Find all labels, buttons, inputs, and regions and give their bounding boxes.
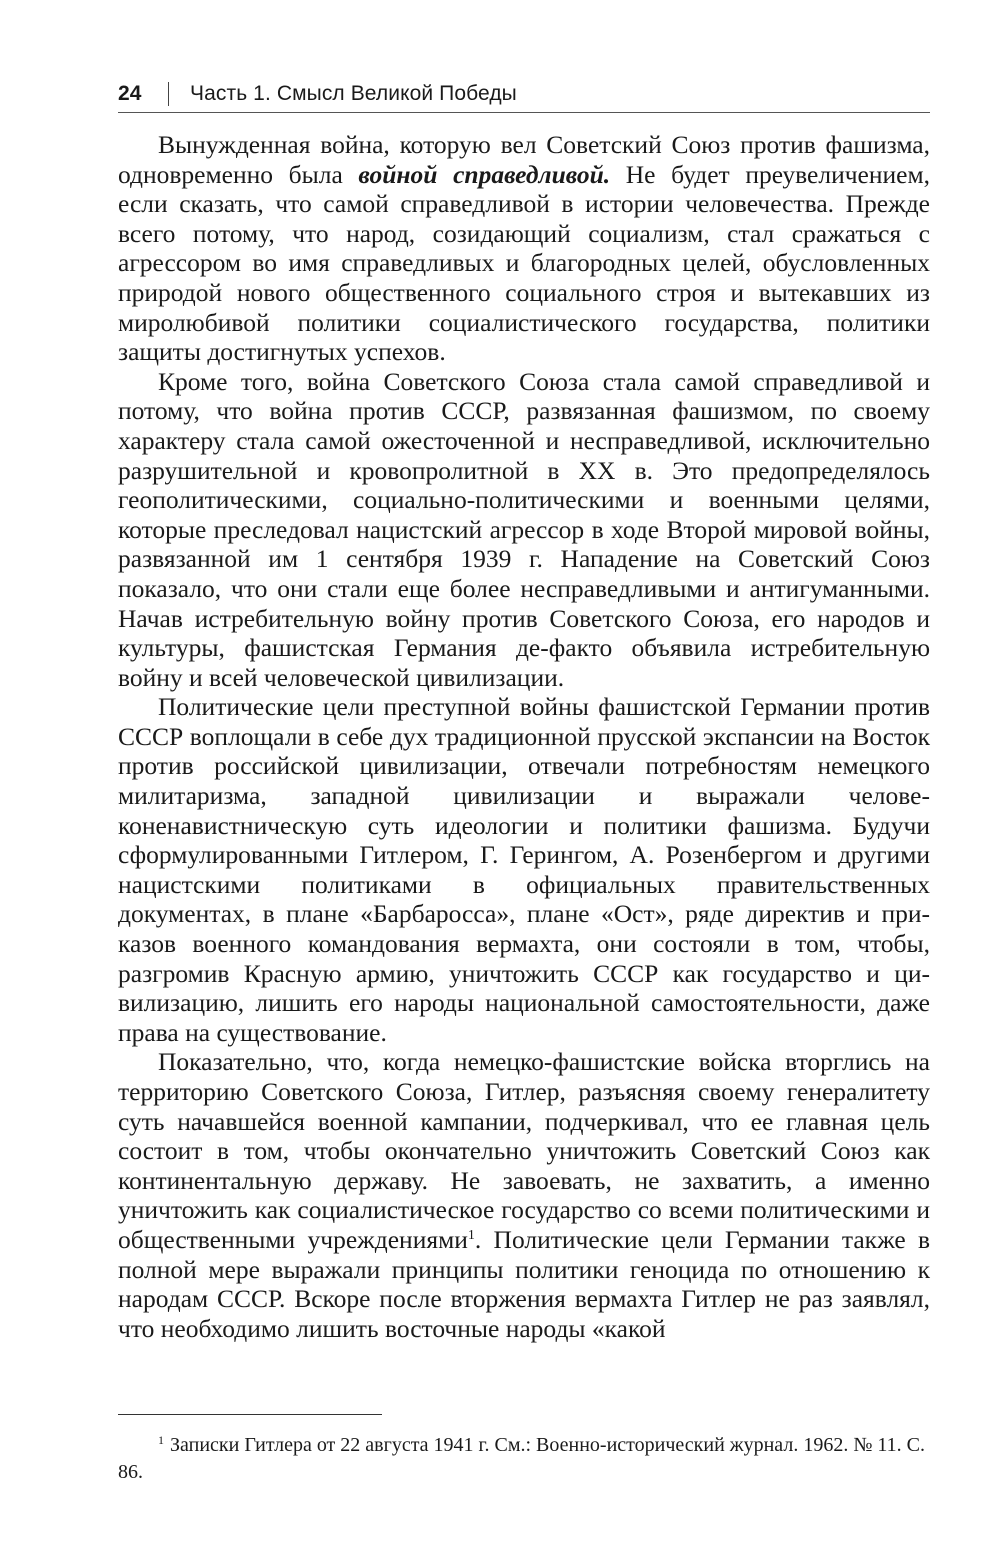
footnote-marker: 1 (158, 1433, 164, 1447)
footnote-separator (118, 1414, 382, 1415)
header-rule (118, 112, 930, 113)
header-separator (168, 82, 169, 106)
running-title: Часть 1. Смысл Великой Победы (190, 82, 517, 105)
emphasis: войной справедливой. (358, 159, 611, 189)
footnote-text: Записки Гитлера от 22 августа 1941 г. См.: Военно-исторический журнал. 1962. № 11. С. 86. (118, 1434, 926, 1483)
page-number: 24 (118, 82, 142, 105)
main-text (118, 130, 930, 1343)
paragraph: Кроме того, война Советского Союза стала самой справедливой и потому, что война против СССР, развязанная фашизмом, по своему характеру стала самой ожесточенной и несправедливой, исключительно разрушительной и кровопролитной в XX в. Это предопределялось геополитическими, социально-политическими и военными целями, которые преследовал нацистский агрессор в ходе Второй мировой войны, развязанной им 1 сентября 1939 г. Нападение на Советский Союз показало, что они стали еще более несправедливыми и антигуманными. Начав истребительную войну против Советского Союза, его народов и культуры, фашистская Германия де-факто объявила истребительную войну и всей человеческой цивилизации. (118, 366, 930, 692)
paragraph: Политические цели преступной войны фашистской Германии против СССР воплощали в себе дух традиционной прусской экспансии на Восток против российской цивилизации, отвечали потребностям немецкого милитаризма, западной цивилизации и выражали человеконенавистническую суть идеологии и политики фашизма. Будучи сформулированными Гитлером, Г. Герингом, А. Розенбергом и другими нацистскими политиками в официальных правительственных документах, в плане «Барбаросса», плане «Ост», ряде директив и приказов военного командования вермахта, они состояли в том, чтобы, разгромив Красную армию, уничтожить СССР как государство и цивилизацию, лишить его народы национальной самостоятельности, даже права на существование. (118, 692, 930, 1047)
footnote-reference[interactable]: 1 (467, 1227, 475, 1243)
running-header (118, 76, 930, 116)
paragraph: Показательно, что, когда немецко-фашистские войска вторглись на территорию Советского Союза, Гитлер, разъясняя своему генералитету суть начавшейся военной кампании, подчеркивал, что ее главная цель состоит в том, чтобы окончательно уничтожить Советский Союз как континентальную державу. Не завоевать, не захватить, а именно уничтожить как социалистическое государство со всеми политическими и общественными учреждениями$^1$. Политические цели Германии также в полной мере выражали принципы политики геноцида по отношению к народам СССР. Вскоре после вторжения вермахта Гитлер не раз заявлял, что необходимо лишить восточные народы «какой (118, 1047, 930, 1343)
footnote (118, 1432, 930, 1486)
paragraph: Вынужденная война, которую вел Советский Союз против фашизма, одновременно была войной справедливой. Не будет преувеличением, если сказать, что самой справедливой в истории человечества. Прежде всего потому, что народ, созидающий социализм, стал сражаться с агрессором во имя справедливых и благородных целей, обусловленных природой нового общественного социального строя и вытекавших из миролюбивой политики социалистического государства, политики защиты достигнутых успехов. (118, 130, 930, 367)
